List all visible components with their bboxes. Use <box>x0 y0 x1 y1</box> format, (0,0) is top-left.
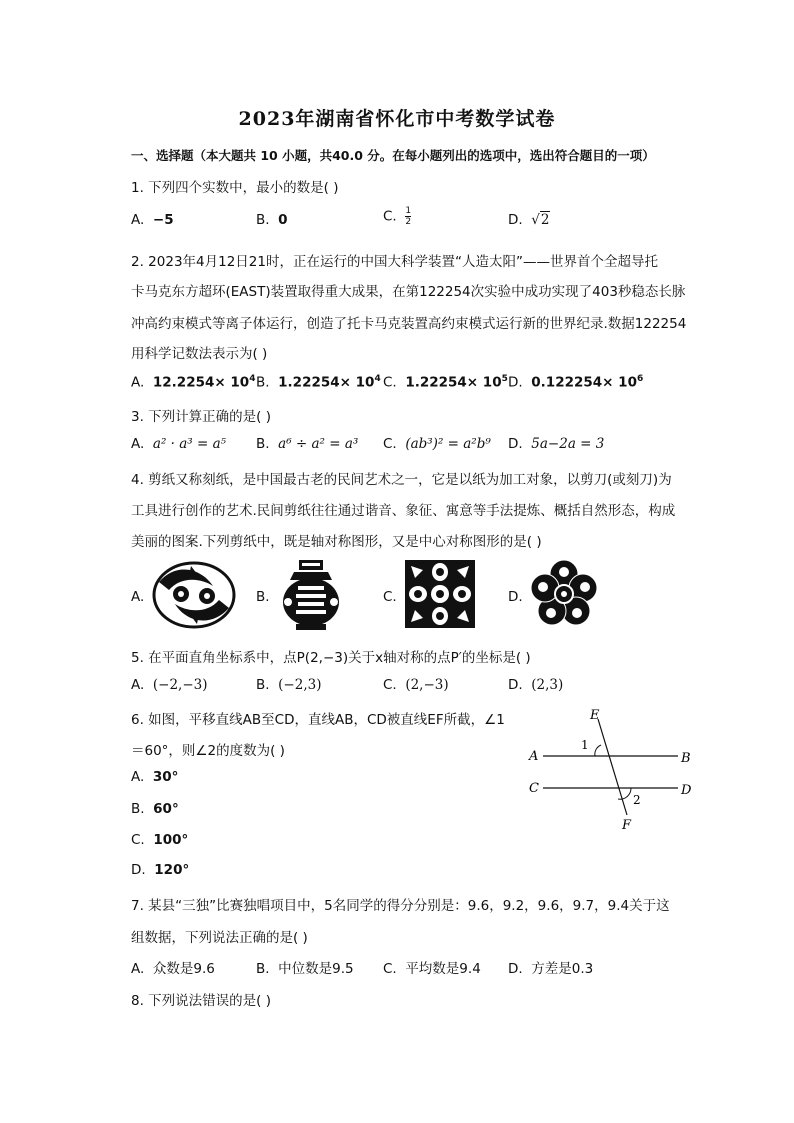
q4-option-d-label[interactable]: D. <box>508 589 523 605</box>
q2-option-b[interactable] <box>256 374 381 391</box>
option-label: B. <box>131 801 145 817</box>
q1-option-a[interactable] <box>131 212 174 228</box>
option-label: A. <box>131 677 145 693</box>
option-value: 1.22254× 10 <box>278 374 375 391</box>
option-label: D. <box>131 862 146 878</box>
option-label: B. <box>256 374 270 391</box>
option-label: A. <box>131 374 145 391</box>
q7-option-d[interactable] <box>508 957 593 977</box>
q4-option-a-label[interactable]: A. <box>131 589 145 605</box>
option-value: a⁶ ÷ a² = a³ <box>278 436 359 452</box>
option-exponent: 4 <box>249 374 256 384</box>
q6-option-a[interactable] <box>131 769 178 785</box>
label-angle-1: 1 <box>581 738 589 752</box>
q1-option-c[interactable] <box>383 206 411 227</box>
q1-option-d[interactable] <box>508 212 550 228</box>
q4-line-1: 4. 剪纸又称刻纸，是中国最古老的民间艺术之一，它是以纸为加工对象，以剪刀(或刻刀)为 <box>131 472 672 488</box>
sqrt-expression <box>531 211 550 228</box>
q7-line-2: 组数据，下列说法正确的是( ) <box>131 930 308 946</box>
label-b: B <box>681 751 691 766</box>
q2-option-c[interactable] <box>383 374 508 391</box>
q2-line-1: 2. 2023年4月12日21时，正在运行的中国大科学装置“人造太阳”——世界首个全超导托 <box>131 254 658 270</box>
q2-line-4: 用科学记数法表示为( ) <box>131 346 268 362</box>
option-label: B. <box>256 677 270 693</box>
option-value: 5a−2a = 3 <box>531 436 605 452</box>
label-f: F <box>622 818 632 830</box>
q5-option-a[interactable] <box>131 677 208 693</box>
q1-stem: 1. 下列四个实数中，最小的数是( ) <box>131 180 339 196</box>
option-label: B. <box>256 436 270 452</box>
fraction-denominator: 2 <box>405 217 412 227</box>
q7-option-c[interactable] <box>383 957 481 977</box>
page-title: 2023年湖南省怀化市中考数学试卷 <box>238 108 556 130</box>
q2-option-a[interactable] <box>131 374 255 391</box>
option-value: 60° <box>153 801 179 817</box>
q5-stem: 5. 在平面直角坐标系中，点P(2,−3)关于x轴对称的点P′的坐标是( ) <box>131 650 531 666</box>
papercut-five-petal-flower-image <box>530 560 598 628</box>
q6-option-b[interactable] <box>131 801 179 817</box>
option-value: 0.122254× 10 <box>531 374 637 391</box>
q3-option-a[interactable] <box>131 436 226 452</box>
q6-line-1: 6. 如图，平移直线AB至CD，直线AB，CD被直线EF所截，∠1 <box>131 712 505 728</box>
option-value: 中位数是9.5 <box>278 961 354 977</box>
q4-option-c-label[interactable]: C. <box>383 589 397 605</box>
q2-option-d[interactable] <box>508 374 643 391</box>
option-value: (2,−3) <box>405 677 449 693</box>
q5-option-d[interactable] <box>508 677 563 693</box>
option-value: 平均数是9.4 <box>405 961 481 977</box>
papercut-fish-image <box>151 560 237 630</box>
sqrt-radicand: 2 <box>540 212 550 228</box>
option-value: −5 <box>152 212 174 228</box>
option-label: C. <box>383 677 397 693</box>
option-value: 0 <box>278 212 288 228</box>
q7-option-b[interactable] <box>256 957 354 977</box>
option-exponent: 4 <box>374 374 381 384</box>
option-value: 方差是0.3 <box>531 961 594 977</box>
q4-option-b-label[interactable]: B. <box>256 589 270 605</box>
option-label: A. <box>131 436 145 452</box>
q7-line-1: 7. 某县“三独”比赛独唱项目中，5名同学的得分分别是：9.6，9.2，9.6，9.7，9.4关于这 <box>131 898 670 914</box>
option-value: (−2,3) <box>278 677 322 693</box>
papercut-square-flower-image <box>403 558 477 630</box>
fraction <box>405 206 411 227</box>
option-label: A. <box>131 212 145 228</box>
label-d: D <box>681 783 692 798</box>
q4-line-2: 工具进行创作的艺术.民间剪纸往往通过谐音、象征、寓意等手法提炼、概括自然形态，构成 <box>131 503 676 519</box>
q6-option-d[interactable] <box>131 862 189 878</box>
fraction-numerator: 1 <box>405 206 412 216</box>
option-label: C. <box>131 832 145 848</box>
option-value: 30° <box>152 769 179 785</box>
option-value: 1.22254× 10 <box>405 374 502 391</box>
option-value: 100° <box>153 832 189 848</box>
q3-stem: 3. 下列计算正确的是( ) <box>131 409 271 425</box>
option-value: a² · a³ = a⁵ <box>152 436 227 452</box>
q1-option-b[interactable] <box>256 212 288 228</box>
q4-line-3: 美丽的图案.下列剪纸中，既是轴对称图形，又是中心对称图形的是( ) <box>131 534 542 550</box>
parallel-lines-diagram <box>523 705 703 830</box>
option-exponent: 5 <box>501 374 508 384</box>
label-c: C <box>529 781 539 796</box>
angle-1-arc <box>595 745 601 756</box>
sqrt-sign: √ <box>531 212 540 228</box>
option-exponent: 6 <box>636 374 644 384</box>
option-label: D. <box>508 677 523 693</box>
option-label: C. <box>383 374 397 391</box>
papercut-vase-image <box>276 558 346 632</box>
q7-option-a[interactable] <box>131 957 215 977</box>
option-label: A. <box>131 769 145 785</box>
q3-option-c[interactable] <box>383 436 491 452</box>
option-label: D. <box>508 212 523 228</box>
q2-line-3: 冲高约束模式等离子体运行，创造了托卡马克装置高约束模式运行新的世界纪录.数据122254 <box>131 316 687 332</box>
label-angle-2: 2 <box>633 793 641 807</box>
q2-line-2: 卡马克东方超环(EAST)装置取得重大成果，在第122254次实验中成功实现了403秒稳态长脉 <box>131 284 686 300</box>
option-label: C. <box>383 208 397 225</box>
q6-option-c[interactable] <box>131 832 188 848</box>
option-value: 120° <box>154 862 190 878</box>
option-label: C. <box>383 436 397 452</box>
option-label: C. <box>383 961 397 977</box>
option-label: A. <box>131 961 145 977</box>
q6-line-2: ＝60°，则∠2的度数为( ) <box>131 743 285 759</box>
option-value: (−2,−3) <box>152 677 208 693</box>
option-label: B. <box>256 212 270 228</box>
section-heading: 一、选择题（本大题共 10 小题，共40.0 分。在每小题列出的选项中，选出符合题目的一项） <box>131 148 655 163</box>
option-value: 12.2254× 10 <box>152 374 250 391</box>
line-ef <box>598 719 627 815</box>
q5-option-b[interactable] <box>256 677 321 693</box>
label-a: A <box>529 749 539 764</box>
option-value: (2,3) <box>531 677 564 693</box>
q5-option-c[interactable] <box>383 677 449 693</box>
q8-stem: 8. 下列说法错误的是( ) <box>131 993 271 1009</box>
option-value: (ab³)² = a²b⁹ <box>405 436 491 452</box>
option-label: D. <box>508 961 523 977</box>
option-label: B. <box>256 961 270 977</box>
option-label: D. <box>508 374 523 391</box>
option-label: D. <box>508 436 523 452</box>
q3-option-b[interactable] <box>256 436 358 452</box>
label-e: E <box>590 708 600 723</box>
q3-option-d[interactable] <box>508 436 604 452</box>
option-value: 众数是9.6 <box>152 961 215 977</box>
